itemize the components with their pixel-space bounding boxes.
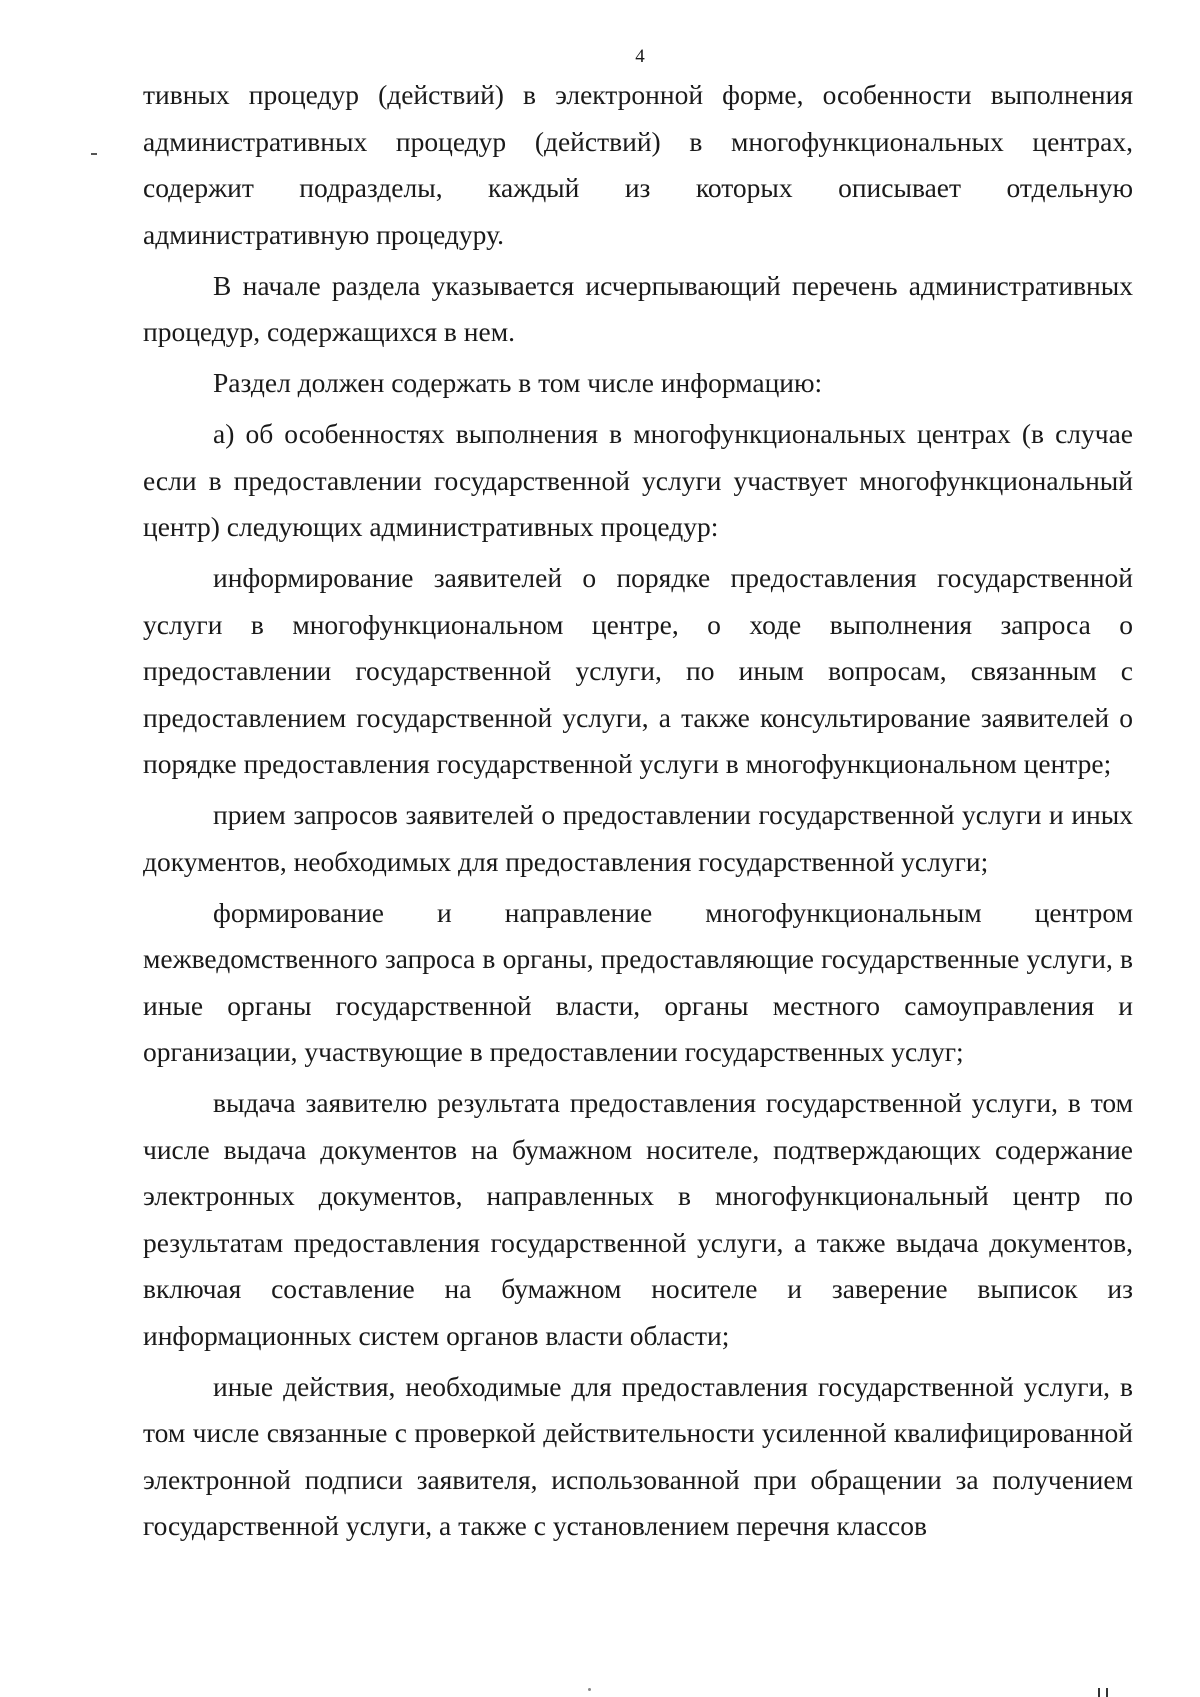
paragraph: прием запросов заявителей о предоставлении государственной услуги и иных документов, необходимых для предоставления государственной услуги;	[143, 799, 1133, 877]
document-body	[143, 72, 1133, 1554]
paragraph: выдача заявителю результата предоставления государственной услуги, в том числе выдача документов на бумажном носителе, подтверждающих содержание электронных документов, направленных в многофункциональный центр по результатам предоставления государственной услуги, а также выдача документов, включая составление на бумажном носителе и заверение выписок из информационных систем органов власти области;	[143, 1087, 1133, 1351]
paragraph: Раздел должен содержать в том числе информацию:	[213, 367, 823, 398]
paragraph: а) об особенностях выполнения в многофункциональных центрах (в случае если в предоставлении государственной услуги участвует многофункциональный центр) следующих административных процедур:	[143, 418, 1133, 542]
paragraph: иные действия, необходимые для предоставления государственной услуги, в том числе связанные с проверкой действительности усиленной квалифицированной электронной подписи заявителя, использованной при обращении за получением государственной услуги, а также с установлением перечня классов	[143, 1370, 1133, 1541]
margin-mark	[91, 153, 97, 155]
paragraph-continuation: тивных процедур (действий) в электронной форме, особенности выполнения административных процедур (действий) в многофункциональных центрах, содержит подразделы, каждый из которых описывает отдельную административную процедуру.	[143, 79, 1133, 250]
page-number: 4	[635, 46, 645, 67]
paragraph: информирование заявителей о порядке предоставления государственной услуги в многофункциональном центре, о ходе выполнения запроса о предоставлении государственной услуги, по иным вопросам, связанным с предоставлением государственной услуги, а также консультирование заявителей о порядке предоставления государственной услуги в многофункциональном центре;	[143, 562, 1133, 779]
paragraph: В начале раздела указывается исчерпывающий перечень административных процедур, содержащихся в нем.	[143, 269, 1133, 347]
paragraph: формирование и направление многофункциональным центром межведомственного запроса в органы, предоставляющие государственные услуги, в иные органы государственной власти, органы местного самоуправления и организации, участвующие в предоставлении государственных услуг;	[143, 896, 1133, 1067]
scan-speck	[588, 1688, 591, 1691]
scan-edge-mark	[1096, 1687, 1112, 1697]
